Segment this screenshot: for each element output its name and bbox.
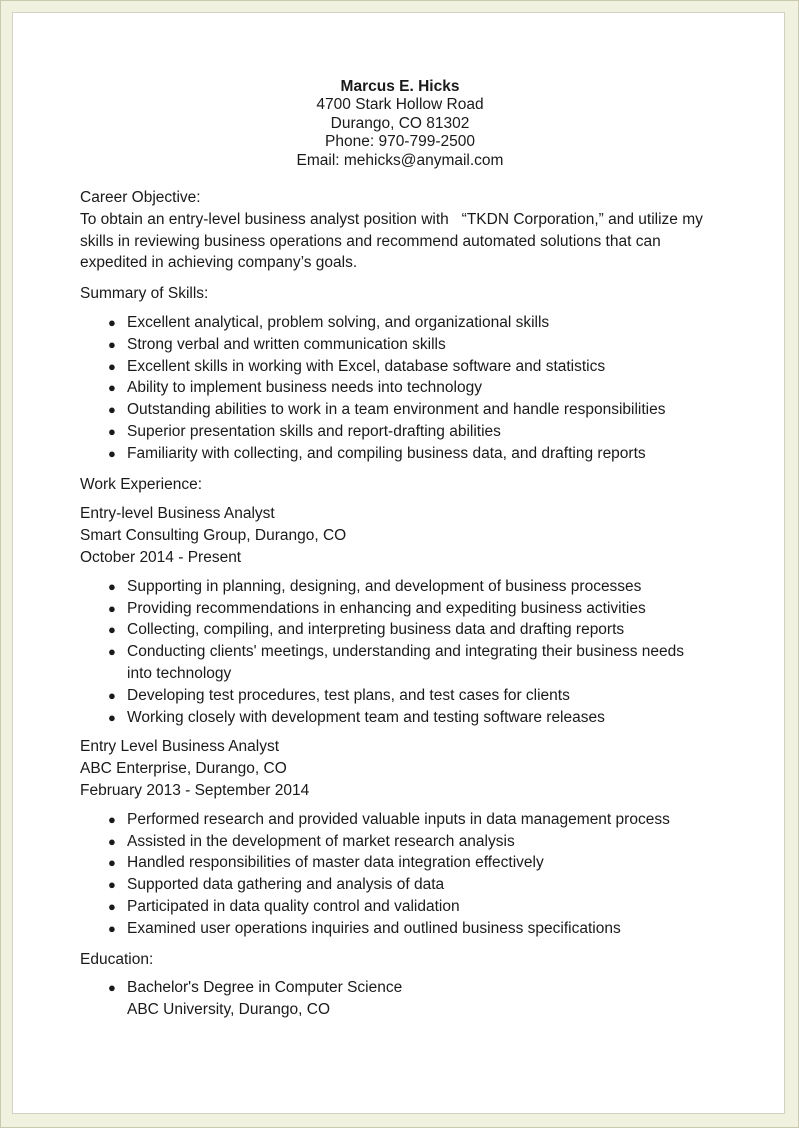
bullet-icon: ●	[108, 920, 116, 936]
job-company: Smart Consulting Group, Durango, CO	[80, 527, 347, 545]
email-line: Email: mehicks@anymail.com	[296, 151, 504, 169]
bullet-icon: ●	[108, 578, 116, 594]
job-dates: October 2014 - Present	[80, 548, 242, 566]
bullet-icon: ●	[108, 336, 116, 352]
list-item: ● Excellent skills in working with Excel, database software and statistics	[127, 356, 740, 378]
list-item-continuation	[127, 999, 740, 1021]
address-line: 4700 Stark Hollow Road	[316, 96, 484, 114]
bullet-icon: ●	[108, 380, 116, 396]
bullet-icon: ●	[108, 855, 116, 871]
bullet-icon: ●	[108, 600, 116, 616]
job-entry	[80, 736, 740, 939]
bullet-icon: ●	[108, 877, 116, 893]
job-position: Entry Level Business Analyst	[80, 738, 280, 756]
job-company: ABC Enterprise, Durango, CO	[80, 760, 287, 778]
bullet-icon: ●	[108, 644, 116, 660]
education-list	[80, 977, 740, 1021]
list-item: ● Supporting in planning, designing, and development of business processes	[127, 576, 740, 598]
list-item: ● Ability to implement business needs into technology	[127, 377, 740, 399]
skills-list	[80, 312, 740, 465]
skills-heading: Summary of Skills:	[80, 285, 209, 303]
bullet-icon: ●	[108, 402, 116, 418]
list-item: ● Superior presentation skills and report-drafting abilities	[127, 421, 740, 443]
contact-header	[80, 78, 720, 170]
list-item: ● Conducting clients' meetings, understanding and integrating their business needs	[127, 641, 740, 663]
objective-text	[80, 209, 740, 274]
candidate-name: Marcus E. Hicks	[340, 78, 460, 95]
list-item: ● Handled responsibilities of master data integration effectively	[127, 852, 740, 874]
bullet-icon: ●	[108, 898, 116, 914]
list-item: ● Supported data gathering and analysis of data	[127, 874, 740, 896]
objective-line: To obtain an entry-level business analyst position with “TKDN Corporation,” and utilize my	[80, 210, 703, 228]
list-item: ● Collecting, compiling, and interpreting business data and drafting reports	[127, 619, 740, 641]
job-duties-list	[80, 576, 740, 729]
list-item: ● Providing recommendations in enhancing and expediting business activities	[127, 598, 740, 620]
list-item: ● Working closely with development team and testing software releases	[127, 707, 740, 729]
degree: Bachelor's Degree in Computer Science	[127, 979, 403, 997]
list-item	[108, 977, 740, 999]
objective-line: skills in reviewing business operations and recommend automated solutions that can	[80, 232, 661, 250]
list-item: ● Developing test procedures, test plans, and test cases for clients	[127, 685, 740, 707]
experience-heading: Work Experience:	[80, 475, 203, 493]
list-item-continuation: into technology	[127, 664, 232, 682]
phone-line: Phone: 970-799-2500	[325, 133, 475, 151]
bullet-icon: ●	[108, 424, 116, 439]
list-item: ● Excellent analytical, problem solving, and organizational skills	[127, 312, 740, 334]
list-item: ● Examined user operations inquiries and outlined business specifications	[127, 918, 740, 940]
list-item: ● Familiarity with collecting, and compiling business data, and drafting reports	[127, 443, 740, 465]
bullet-icon: ●	[108, 358, 116, 374]
school: ABC University, Durango, CO	[127, 1001, 330, 1019]
list-item: ● Participated in data quality control and validation	[127, 896, 740, 918]
bullet-icon: ●	[108, 622, 116, 638]
list-item: ● Performed research and provided valuable inputs in data management process	[127, 809, 740, 831]
city-line: Durango, CO 81302	[330, 114, 470, 132]
job-dates: February 2013 - September 2014	[80, 781, 310, 799]
bullet-icon: ●	[108, 687, 116, 703]
resume-content	[80, 78, 740, 1021]
objective-heading: Career Objective:	[80, 189, 201, 207]
bullet-icon: ●	[108, 315, 116, 331]
resume-page	[12, 12, 785, 1114]
job-entry	[80, 503, 740, 728]
education-heading: Education:	[80, 950, 154, 968]
objective-line: expedited in achieving company’s goals.	[80, 254, 358, 272]
list-item: ● Strong verbal and written communication skills	[127, 334, 740, 356]
bullet-icon: ●	[108, 811, 116, 827]
bullet-icon: ●	[108, 709, 116, 725]
list-item: ● Outstanding abilities to work in a team environment and handle responsibilities	[127, 399, 740, 421]
bullet-icon: ●	[108, 445, 116, 461]
job-duties-list	[80, 809, 740, 940]
list-item: ● Assisted in the development of market research analysis	[127, 831, 740, 853]
job-position: Entry-level Business Analyst	[80, 505, 275, 523]
bullet-icon: ●	[108, 833, 116, 849]
bullet-icon: ●	[108, 980, 116, 996]
